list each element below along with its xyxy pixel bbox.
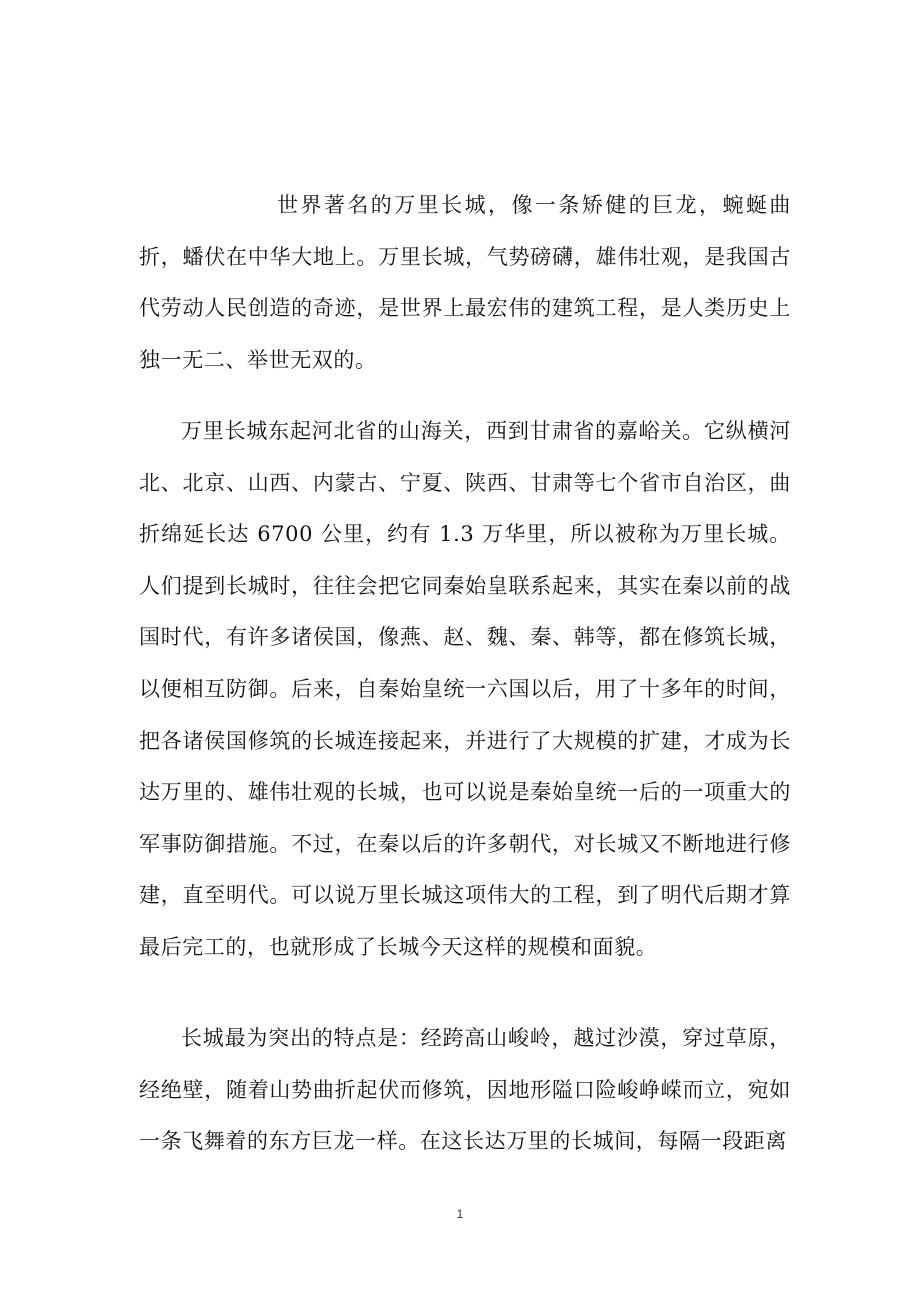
page-number: 1 [456,1207,464,1221]
paragraph-features: 长城最为突出的特点是：经跨高山峻岭，越过沙漠，穿过草原，经绝壁，随着山势曲折起伏而修筑，因地形隘口险峻峥嵘而立，宛如一条飞舞着的东方巨龙一样。在这长达万里的长城间，每隔一段距离 [139,1026,791,1154]
paragraph-intro: 世界著名的万里长城，像一条矫健的巨龙，蜿蜒曲折，蟠伏在中华大地上。万里长城，气势磅礴，雄伟壮观，是我国古代劳动人民创造的奇迹，是世界上最宏伟的建筑工程，是人类历史上独一无二、举世无双的。 [139,193,791,372]
paragraph-history: 万里长城东起河北省的山海关，西到甘肃省的嘉峪关。它纵横河北、北京、山西、内蒙古、宁夏、陕西、甘肃等七个省市自治区，曲折绵延长达 6700 公里，约有 1.3 万华里，所以被称为万里长城。人们提到长城时，往往会把它同秦始皇联系起来，其实在秦以前的战国时代，有许多诸侯国，像燕、赵、魏、秦、韩等，都在修筑长城，以便相互防御。后来，自秦始皇统一六国以后，用了十多年的时间，把各诸侯国修筑的长城连接起来，并进行了大规模的扩建，才成为长达万里的、雄伟壮观的长城，也可以说是秦始皇统一后的一项重大的军事防御措施。不过，在秦以后的许多朝代，对长城又不断地进行修建，直至明代。可以说万里长城这项伟大的工程，到了明代后期才算最后完工的，也就形成了长城今天这样的规模和面貌。 [139,419,791,959]
